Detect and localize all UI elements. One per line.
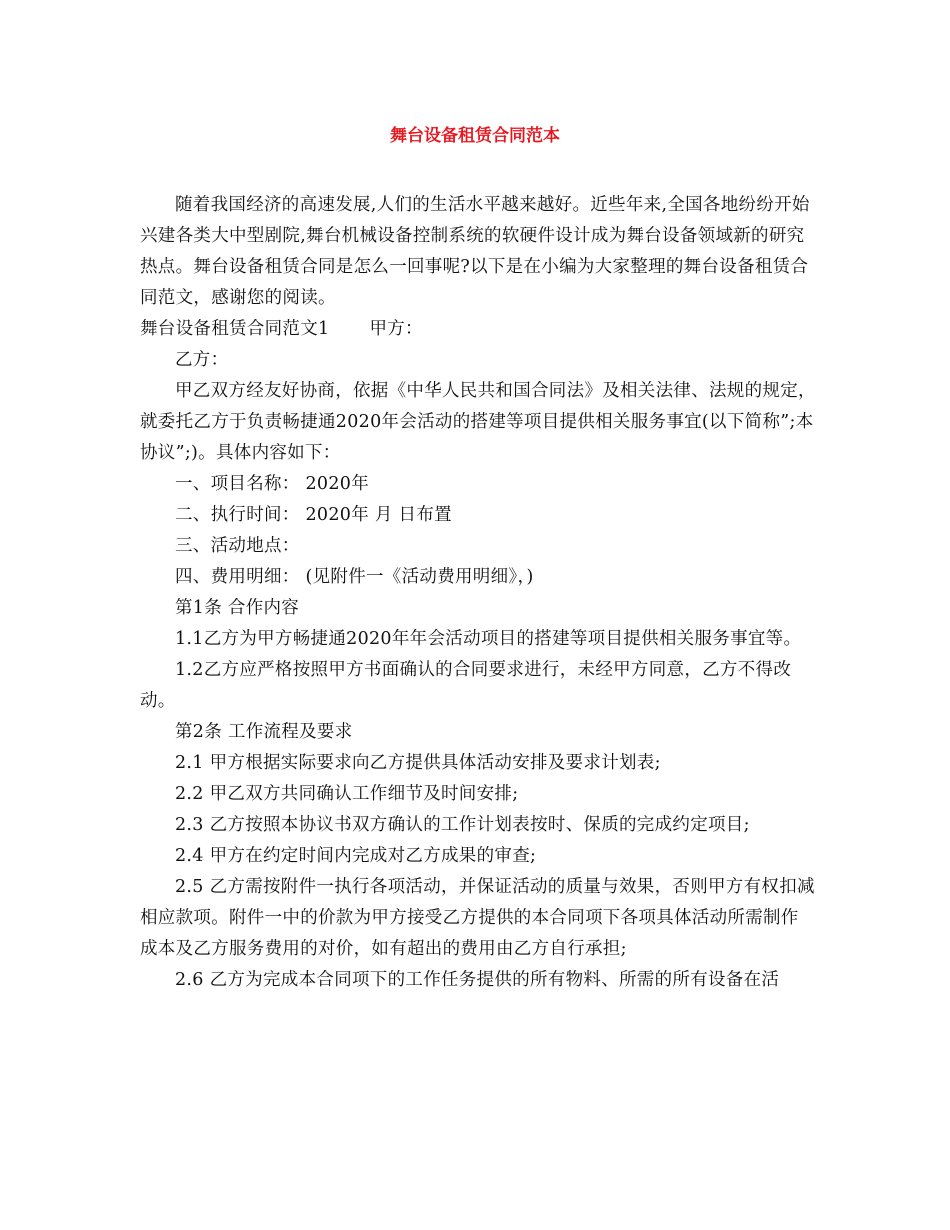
clause-2-6: 2.6 乙方为完成本合同项下的工作任务提供的所有物料、所需的所有设备在活: [175, 970, 780, 990]
clause-1-2: 1.2乙方应严格按照甲方书面确认的合同要求进行，未经甲方同意，乙方不得改动。: [140, 660, 792, 711]
clause-2-4: 2.4 甲方在约定时间内完成对乙方成果的审查;: [175, 846, 537, 866]
clause-2-3: 2.3 乙方按照本协议书双方确认的工作计划表按时、保质的完成约定项目;: [175, 815, 750, 835]
article-1-title: 第1条 合作内容: [175, 598, 300, 618]
item-venue: 三、活动地点：: [175, 536, 300, 556]
article-2-title: 第2条 工作流程及要求: [175, 722, 353, 742]
party-b-label: 乙方：: [175, 350, 229, 370]
sample-heading: 舞台设备租赁合同范文1: [140, 319, 330, 339]
clause-1-1: 1.1乙方为甲方畅捷通2020年年会活动项目的搭建等项目提供相关服务事宜等。: [175, 629, 802, 649]
party-a-label: 甲方：: [369, 319, 423, 339]
document-body: [140, 190, 816, 996]
sample-heading-line: [140, 314, 816, 345]
item-cost-details: 四、费用明细： (见附件一《活动费用明细》，): [175, 567, 534, 587]
item-project-name: 一、项目名称： 2020年: [175, 474, 369, 494]
document-title: 舞台设备租赁合同范本: [390, 126, 560, 146]
clause-2-5: 2.5 乙方需按附件一执行各项活动，并保证活动的质量与效果，否则甲方有权扣减相应款项。附件一中的价款为甲方接受乙方提供的本合同项下各项具体活动所需制作成本及乙方服务费用的对价，如有超出的费用由乙方自行承担;: [140, 877, 815, 959]
item-execution-time: 二、执行时间： 2020年 月 日布置: [175, 505, 452, 525]
clause-2-2: 2.2 甲乙双方共同确认工作细节及时间安排;: [175, 784, 519, 804]
intro-paragraph: 随着我国经济的高速发展,人们的生活水平越来越好。近些年来,全国各地纷纷开始兴建各类大中型剧院,舞台机械设备控制系统的软硬件设计成为舞台设备领域新的研究热点。舞台设备租赁合同是怎么一回事呢?以下是在小编为大家整理的舞台设备租赁合同范文，感谢您的阅读。: [140, 195, 810, 308]
preamble-paragraph: 甲乙双方经友好协商，依据《中华人民共和国合同法》及相关法律、法规的规定，就委托乙方于负责畅捷通2020年会活动的搭建等项目提供相关服务事宜(以下简称”;本协议”;)。具体内容如下：: [140, 381, 816, 463]
clause-2-1: 2.1 甲方根据实际要求向乙方提供具体活动安排及要求计划表;: [175, 753, 661, 773]
